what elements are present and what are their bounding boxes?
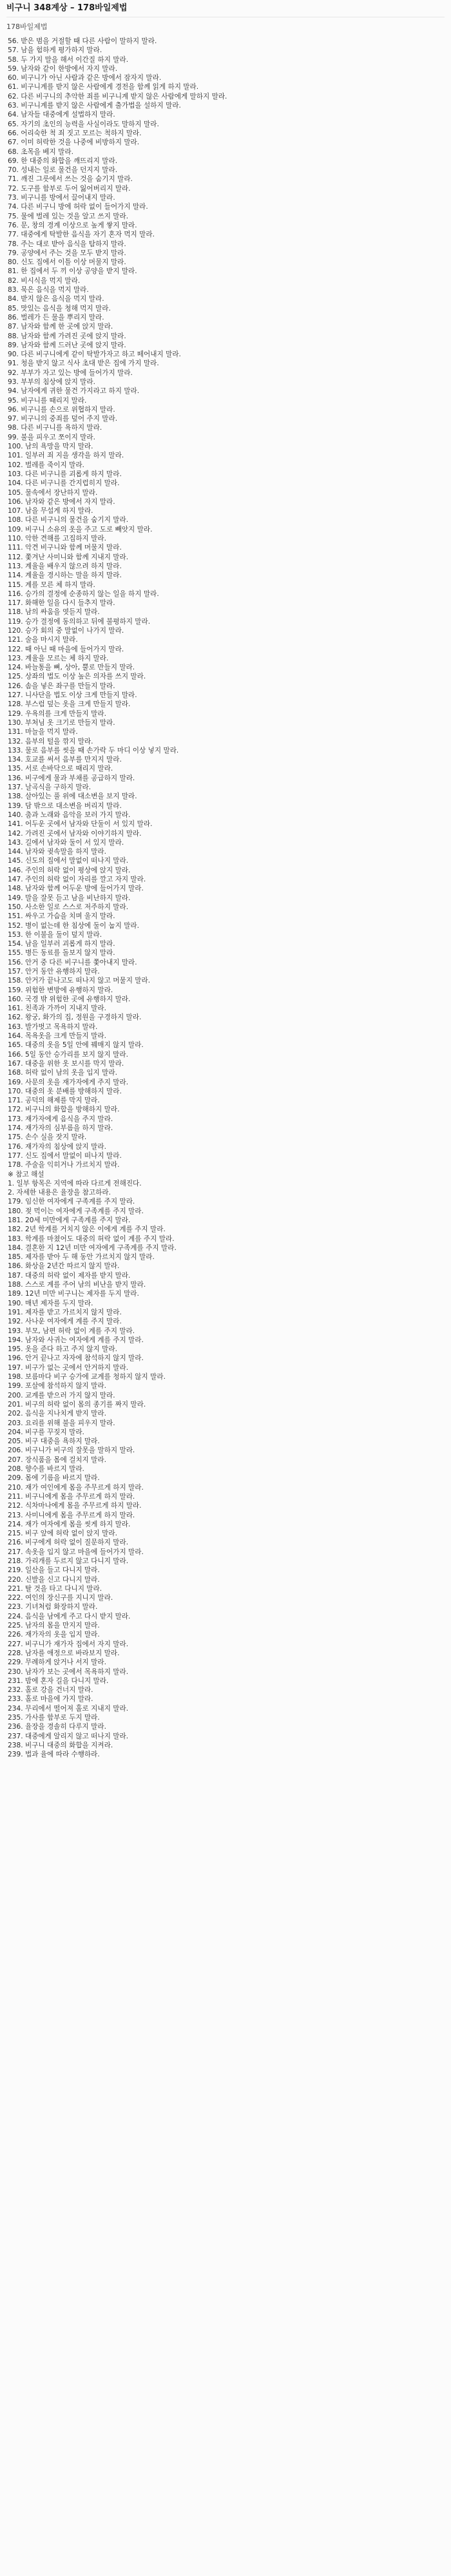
rule-line: 99. 불을 피우고 쪼이지 말라. — [8, 433, 96, 441]
rule-line: 59. 남자와 같이 한방에서 자지 말라. — [8, 64, 118, 73]
rule-line: 105. 물속에서 장난하지 말라. — [8, 488, 98, 497]
rule-line: 125. 상좌의 법도 이상 높은 의자를 쓰지 말라. — [8, 673, 146, 681]
rule-line: 121. 술을 마시지 말라. — [8, 636, 78, 644]
rule-line: 224. 음식을 남에게 주고 다시 받지 말라. — [8, 1612, 131, 1620]
rule-line: 68. 초목을 베지 말라. — [8, 148, 73, 156]
rule-line: 185. 제자를 받아 두 해 동안 가르치지 않지 말라. — [8, 1253, 155, 1262]
rule-line: 162. 왕궁, 화가의 집, 정원을 구경하지 말라. — [8, 1014, 142, 1022]
rule-line: 131. 마늘을 먹지 말라. — [8, 728, 78, 736]
rule-line: 220. 신발을 신고 다니지 말라. — [8, 1575, 100, 1584]
rule-line: 81. 한 집에서 두 끼 이상 공양을 받지 말라. — [8, 267, 137, 276]
rule-line: 216. 비구에게 허락 없이 질문하지 말라. — [8, 1539, 129, 1547]
rule-line: 118. 남의 싸움을 엿듣지 말라. — [8, 608, 100, 617]
rule-line: 104. 다른 비구니를 간지럽히지 말라. — [8, 479, 120, 488]
rule-line: 223. 기녀처럼 화장하지 말라. — [8, 1603, 98, 1611]
rule-line: 92. 부부가 자고 있는 방에 들어가지 말라. — [8, 369, 133, 377]
rule-line: 203. 요리를 위해 불을 피우지 말라. — [8, 1419, 115, 1427]
rule-line: 168. 허락 없이 남의 옷을 입지 말라. — [8, 1069, 117, 1077]
rule-line: 91. 청을 받지 않고 식사 초대 받은 집에 가지 말라. — [8, 360, 159, 368]
rule-line: 134. 호교를 써서 음부를 만지지 말라. — [8, 756, 122, 764]
rule-line: 103. 다른 비구니를 괴롭게 하지 말라. — [8, 470, 122, 478]
rule-line: 215. 비구 앞에 허락 없이 앉지 말라. — [8, 1530, 117, 1538]
rule-line: 221. 탈 것을 타고 다니지 말라. — [8, 1584, 102, 1593]
section-heading: 178바일제법 — [6, 23, 48, 31]
rule-line: 174. 재가자의 심부름을 하지 말라. — [8, 1124, 113, 1133]
rule-line: 237. 대중에게 알리지 않고 떠나지 말라. — [8, 1732, 129, 1740]
rule-line: 219. 일산을 들고 다니지 말라. — [8, 1566, 100, 1575]
rule-line: 225. 남자의 몸을 만지지 말라. — [8, 1622, 100, 1630]
rule-line: 70. 성내는 일로 물건을 던지지 말라. — [8, 166, 118, 175]
rule-line: 205. 비구 대중을 욕하지 말라. — [8, 1437, 100, 1446]
rule-line: 161. 친족과 가까이 지내지 말라. — [8, 1004, 106, 1013]
rule-line: 155. 병든 동료를 돌보지 않지 말라. — [8, 949, 115, 957]
rule-line: 100. 남의 욕망을 막지 말라. — [8, 443, 93, 451]
rule-line: 69. 한 대중의 화합을 깨뜨리지 말라. — [8, 157, 118, 165]
rule-line: 122. 때 아닌 때 마을에 들어가지 말라. — [8, 645, 124, 653]
rule-line: 95. 비구니를 때리지 말라. — [8, 396, 87, 405]
rule-line: 74. 다른 비구니 방에 허락 없이 들어가지 말라. — [8, 203, 148, 211]
rule-line: 186. 화상을 2년간 따르지 않지 말라. — [8, 1262, 120, 1271]
rule-line: 173. 재가자에게 음식을 주지 말라. — [8, 1115, 113, 1123]
rule-line: 132. 음부의 털을 깎지 말라. — [8, 737, 93, 745]
rule-line: 181. 20세 미만에게 구족계를 주지 말라. — [8, 1216, 131, 1224]
rule-line: 195. 옷을 준다 하고 주지 않지 말라. — [8, 1345, 117, 1354]
rule-line: 196. 안거 끝나고 자자에 참석하지 않지 말라. — [8, 1354, 144, 1363]
rule-line: 57. 남을 험하게 평가하지 말라. — [8, 46, 102, 55]
rule-line: 149. 말을 잘못 듣고 남을 비난하지 말라. — [8, 894, 131, 902]
rule-list — [0, 37, 451, 1760]
rule-line: 230. 남자가 보는 곳에서 목욕하지 말라. — [8, 1668, 129, 1676]
rule-line: 85. 맛있는 음식을 청해 먹지 말라. — [8, 304, 111, 312]
rule-line: 208. 향수를 바르지 말라. — [8, 1465, 84, 1474]
rule-line: 232. 홀로 강을 건너지 말라. — [8, 1686, 93, 1695]
rule-line: 77. 대중에게 탁발한 음식을 자기 혼자 먹지 말라. — [8, 231, 155, 239]
rule-line: 56. 받은 범을 거절할 때 다른 사람이 말하지 말라. — [8, 37, 157, 45]
rule-line: 166. 5일 동안 승가리를 보지 않지 말라. — [8, 1050, 128, 1059]
rule-line: 171. 공덕의 해제를 막지 말라. — [8, 1097, 100, 1105]
rule-line: 61. 비구니계를 받지 않은 사람에게 경전을 함께 읽게 하지 말라. — [8, 83, 199, 91]
rule-line: 201. 비구의 허락 없이 몸의 종기를 짜지 말라. — [8, 1400, 146, 1408]
rule-line: 64. 남자들 대중에게 설법하지 말라. — [8, 111, 115, 119]
rule-line: 159. 위험한 변방에 유행하지 말라. — [8, 986, 113, 994]
rule-line: 112. 쫓겨난 사미니와 함께 지내지 말라. — [8, 553, 129, 561]
rule-line: 154. 남을 일부러 괴롭게 하지 말라. — [8, 940, 115, 948]
rule-line: 217. 속옷을 입지 않고 마을에 들어가지 말라. — [8, 1548, 144, 1556]
rule-line: 197. 비구가 없는 곳에서 안거하지 말라. — [8, 1363, 129, 1372]
rule-line: 124. 바늘통을 뼈, 상아, 뿔로 만들지 말라. — [8, 664, 135, 672]
rule-line: 141. 어두운 곳에서 남자와 단둘이 서 있지 말라. — [8, 820, 153, 829]
rule-line: 164. 목욕옷을 크게 만들지 말라. — [8, 1032, 106, 1041]
rule-line: 136. 비구에게 물과 부채를 공급하지 말라. — [8, 774, 135, 782]
rule-line: 106. 남자와 같은 방에서 자지 말라. — [8, 497, 115, 506]
rule-line: 213. 사미니에게 몸을 주무르게 하지 말라. — [8, 1511, 135, 1519]
rule-line: 188. 스스로 계를 주어 남의 비난을 받지 말라. — [8, 1281, 146, 1289]
rule-line: 110. 악한 견해를 고집하지 말라. — [8, 535, 106, 543]
rule-line: 97. 비구니의 중죄를 덮어 주지 말라. — [8, 415, 118, 423]
rule-line: 193. 부모, 남편 허락 없이 계를 주지 말라. — [8, 1327, 135, 1335]
rule-line: 108. 다른 비구니의 물건을 숨기지 말라. — [8, 516, 129, 524]
rule-line: 239. 법과 율에 따라 수행하라. — [8, 1751, 100, 1759]
rule-line: 152. 병이 없는데 한 침상에 둘이 눕지 말라. — [8, 921, 140, 930]
rule-line: 75. 물에 벌레 있는 것을 알고 쓰지 말라. — [8, 212, 129, 220]
rule-line: 190. 매년 제자를 두지 말라. — [8, 1299, 93, 1307]
rule-line: 204. 비구를 꾸짖지 말라. — [8, 1428, 84, 1436]
rule-line: 93. 부부의 침상에 앉지 말라. — [8, 378, 96, 386]
rule-line: 137. 날곡식을 구하지 말라. — [8, 783, 91, 792]
rule-line: ※ 참고 해설 — [8, 1170, 44, 1178]
rule-line: 207. 장식품을 몸에 걸치지 말라. — [8, 1456, 106, 1464]
rule-line: 146. 주인의 허락 없이 평상에 앉지 말라. — [8, 866, 131, 874]
rule-line: 135. 서로 손바닥으로 때리지 말라. — [8, 765, 113, 773]
rule-line: 98. 다른 비구니를 욕하지 말라. — [8, 424, 102, 432]
rule-line: 113. 계율을 배우지 않으려 하지 말라. — [8, 562, 122, 570]
rule-line: 84. 받지 않은 음식을 먹지 말라. — [8, 295, 104, 303]
rule-line: 117. 화해한 일을 다시 들추지 말라. — [8, 599, 115, 608]
rule-line: 133. 물로 음부를 씻을 때 손가락 두 마디 이상 넣지 말라. — [8, 746, 179, 755]
rule-line: 96. 비구니를 손으로 위협하지 말라. — [8, 405, 115, 414]
rule-line: 78. 주는 대로 받아 음식을 탐하지 말라. — [8, 240, 126, 248]
rule-line: 227. 비구니가 재가자 집에서 자지 말라. — [8, 1640, 129, 1648]
rule-line: 127. 니사단을 법도 이상 크게 만들지 말라. — [8, 691, 137, 700]
rule-line: 179. 임신한 여자에게 구족계를 주지 말라. — [8, 1198, 135, 1206]
rule-line: 189. 12년 미만 비구니는 제자를 두지 말라. — [8, 1290, 139, 1298]
rule-line: 89. 남자와 함께 드러난 곳에 앉지 말라. — [8, 341, 126, 349]
rule-line: 180. 젖 먹이는 여자에게 구족계를 주지 말라. — [8, 1207, 144, 1215]
rule-line: 157. 안거 동안 유행하지 말라. — [8, 967, 100, 976]
rule-line: 177. 신도 집에서 말없이 떠나지 말라. — [8, 1151, 122, 1160]
rule-line: 165. 대중의 옷을 5일 안에 꿰매지 않지 말라. — [8, 1041, 144, 1050]
rule-line: 83. 묵은 음식을 먹지 말라. — [8, 286, 89, 294]
rule-line: 212. 식차마나에게 몸을 주무르게 하지 말라. — [8, 1502, 142, 1510]
rule-line: 191. 제자를 받고 가르치지 않지 말라. — [8, 1308, 122, 1316]
rule-line: 111. 악견 비구니와 함께 머물지 말라. — [8, 544, 122, 552]
rule-line: 123. 계율을 모르는 체 하지 말라. — [8, 654, 109, 662]
rule-line: 2. 자세한 내용은 율장을 참고하라. — [8, 1189, 111, 1197]
rule-line: 210. 재가 여인에게 몸을 주무르게 하지 말라. — [8, 1483, 144, 1492]
rule-line: 178. 주술을 익히거나 가르치지 말라. — [8, 1161, 120, 1169]
rule-line: 63. 비구니계를 받지 않은 사람에게 출가법을 설하지 말라. — [8, 102, 181, 110]
rule-line: 65. 자기의 초인의 능력을 사실이라도 말하지 말라. — [8, 120, 159, 128]
rule-line: 88. 남자와 함께 가려진 곳에 앉지 말라. — [8, 332, 126, 340]
rule-line: 67. 이미 허락한 것을 나중에 비방하지 말라. — [8, 139, 140, 147]
rule-line: 129. 우욕의를 크게 만들지 말라. — [8, 709, 106, 718]
rule-line: 229. 무례하게 앉거나 서지 말라. — [8, 1658, 106, 1667]
rule-line: 214. 재가 여자에게 몸을 씻게 하지 말라. — [8, 1520, 131, 1528]
rule-line: 231. 밤에 혼자 길을 다니지 말라. — [8, 1677, 109, 1685]
rule-line: 143. 길에서 남자와 둘이 서 있지 말라. — [8, 838, 124, 847]
rule-line: 60. 비구니가 아닌 사람과 같은 방에서 잠자지 말라. — [8, 74, 162, 82]
rule-line: 140. 춤과 노래와 음악을 보러 가지 말라. — [8, 811, 131, 819]
rule-line: 79. 공양에서 주는 것을 모두 받지 말라. — [8, 249, 126, 257]
rule-line: 86. 벌레가 든 물을 뿌리지 말라. — [8, 313, 104, 322]
rule-line: 209. 몸에 기름을 바르지 말라. — [8, 1474, 100, 1483]
rule-line: 62. 다른 비구니의 추악한 죄를 비구니계 받지 않은 사람에게 말하지 말라. — [8, 92, 227, 101]
rule-line: 153. 한 이불을 둘이 덮지 말라. — [8, 930, 102, 939]
rule-line: 156. 안거 중 다른 비구니를 쫓아내지 말라. — [8, 958, 137, 966]
rule-line: 199. 포살에 참석하지 않지 말라. — [8, 1382, 106, 1390]
rule-line: 114. 계율을 경시하는 말을 하지 말라. — [8, 572, 122, 580]
rule-line: 169. 사문의 옷을 재가자에게 주지 말라. — [8, 1078, 129, 1086]
rule-line: 73. 비구니를 방에서 끌어내지 말라. — [8, 194, 115, 202]
rule-line: 198. 보름마다 비구 승가에 교계를 청하지 않지 말라. — [8, 1373, 166, 1381]
rule-line: 90. 다른 비구니에게 같이 탁발가자고 하고 떼어내지 말라. — [8, 351, 181, 359]
page-title: 비구니 348계상 – 178바일제법 — [6, 3, 128, 13]
rule-line: 200. 교계를 받으러 가지 않지 말라. — [8, 1391, 115, 1399]
rule-line: 234. 무리에서 떨어져 홀로 지내지 말라. — [8, 1704, 129, 1713]
rule-line: 82. 비시식을 먹지 말라. — [8, 276, 81, 285]
rule-line: 192. 사나운 여자에게 계를 주지 말라. — [8, 1318, 122, 1326]
rule-line: 163. 발가벗고 목욕하지 말라. — [8, 1023, 98, 1031]
rule-line: 76. 문, 창의 경계 이상으로 높게 쌓지 말라. — [8, 221, 137, 229]
rule-line: 107. 남을 무섭게 하지 말라. — [8, 507, 93, 515]
rule-line: 170. 대중의 옷 분배를 방해하지 말라. — [8, 1087, 122, 1095]
rule-line: 139. 담 밖으로 대소변을 버리지 말라. — [8, 802, 122, 810]
rule-line: 145. 신도의 집에서 말없이 떠나지 말라. — [8, 857, 129, 865]
rule-line: 142. 가려진 곳에서 남자와 이야기하지 말라. — [8, 829, 142, 838]
rule-line: 233. 홀로 마을에 가지 말라. — [8, 1695, 93, 1704]
rule-line: 175. 손수 실을 잣지 말라. — [8, 1133, 87, 1142]
rule-line: 94. 남자에게 귀한 물건 가지라고 하지 말라. — [8, 387, 140, 396]
rule-line: 182. 2년 학계를 거치지 않은 이에게 계를 주지 말라. — [8, 1226, 166, 1234]
rule-line: 109. 비구니 소유의 옷을 주고 도로 빼앗지 말라. — [8, 525, 153, 533]
rule-line: 235. 가사를 함부로 두지 말라. — [8, 1714, 100, 1722]
rule-line: 101. 일부러 죄 지을 생각을 하지 말라. — [8, 452, 124, 460]
rule-line: 151. 싸우고 가슴을 치며 울지 말라. — [8, 912, 115, 921]
rule-line: 71. 깨진 그릇에서 쓰는 것을 숨기지 말라. — [8, 175, 133, 184]
rule-line: 148. 남자와 함께 어두운 방에 들어가지 말라. — [8, 885, 144, 893]
rule-line: 115. 계를 모른 체 하지 말라. — [8, 581, 95, 589]
rule-line: 119. 승가 결정에 동의하고 뒤에 불평하지 말라. — [8, 617, 151, 626]
rule-line: 138. 살아있는 풀 위에 대소변을 보지 말라. — [8, 793, 137, 801]
rule-line: 222. 여인의 장신구를 지니지 말라. — [8, 1594, 113, 1602]
rule-line: 194. 남자와 사귀는 여자에게 계를 주지 말라. — [8, 1336, 144, 1344]
rule-line: 120. 승가 회의 중 말없이 나가지 말라. — [8, 627, 124, 635]
rule-line: 128. 부스럼 덮는 옷을 크게 만들지 말라. — [8, 700, 131, 709]
rule-line: 80. 신도 집에서 이틀 이상 머물지 말라. — [8, 258, 126, 267]
rule-line: 1. 일부 항목은 지역에 따라 다르게 전해진다. — [8, 1179, 142, 1187]
rule-line: 176. 재가자의 침상에 앉지 말라. — [8, 1142, 106, 1151]
rule-line: 116. 승가의 결정에 순종하지 않는 일을 하지 말라. — [8, 590, 159, 598]
rule-line: 130. 부처님 옷 크기로 만들지 말라. — [8, 718, 115, 727]
rule-line: 167. 대중을 위한 옷 보시를 막지 말라. — [8, 1059, 124, 1068]
rule-line: 150. 사소한 일로 스스로 저주하지 말라. — [8, 903, 129, 911]
rule-line: 102. 벌레를 죽이지 말라. — [8, 461, 84, 469]
rule-line: 147. 주인의 허락 없이 자리를 깔고 자지 말라. — [8, 876, 146, 884]
rule-line: 126. 솜을 넣은 좌구를 만들지 말라. — [8, 682, 115, 690]
rule-line: 87. 남자와 함께 한 곳에 앉지 말라. — [8, 323, 113, 331]
rule-line: 58. 두 가지 말을 해서 이간질 하지 말라. — [8, 55, 129, 64]
rule-line: 172. 비구니의 화합을 방해하지 말라. — [8, 1106, 120, 1114]
rule-line: 187. 대중의 허락 없이 제자를 받지 말라. — [8, 1271, 131, 1280]
rule-line: 144. 남자와 귓속말을 하지 말라. — [8, 848, 106, 856]
rule-line: 236. 율장을 경솔히 다루지 말라. — [8, 1723, 106, 1731]
rule-line: 226. 재가자의 옷을 입지 말라. — [8, 1631, 100, 1639]
rule-line: 218. 가리개를 두르지 않고 다니지 말라. — [8, 1557, 129, 1565]
rule-line: 160. 국경 밖 위험한 곳에 유행하지 말라. — [8, 995, 131, 1003]
rule-line: 211. 비구니에게 몸을 주무르게 하지 말라. — [8, 1492, 135, 1501]
rule-line: 184. 결혼한 지 12년 미만 여자에게 구족계를 주지 말라. — [8, 1244, 177, 1252]
rule-line: 72. 도구를 함부로 두어 잃어버리지 말라. — [8, 184, 131, 193]
rule-line: 183. 학계를 마쳤어도 대중의 허락 없이 계를 주지 말라. — [8, 1235, 175, 1243]
rule-line: 158. 안거가 끝나고도 떠나지 않고 머물지 말라. — [8, 977, 151, 985]
rule-line: 238. 비구니 대중의 화합을 지켜라. — [8, 1741, 113, 1749]
rule-line: 66. 어리숙한 척 죄 짓고 모르는 척하지 말라. — [8, 129, 142, 137]
rule-line: 202. 음식을 지나치게 받지 말라. — [8, 1410, 106, 1418]
rule-line: 206. 비구니가 비구의 잘못을 말하지 말라. — [8, 1447, 135, 1455]
rule-line: 228. 남자를 애정으로 바라보지 말라. — [8, 1649, 120, 1657]
